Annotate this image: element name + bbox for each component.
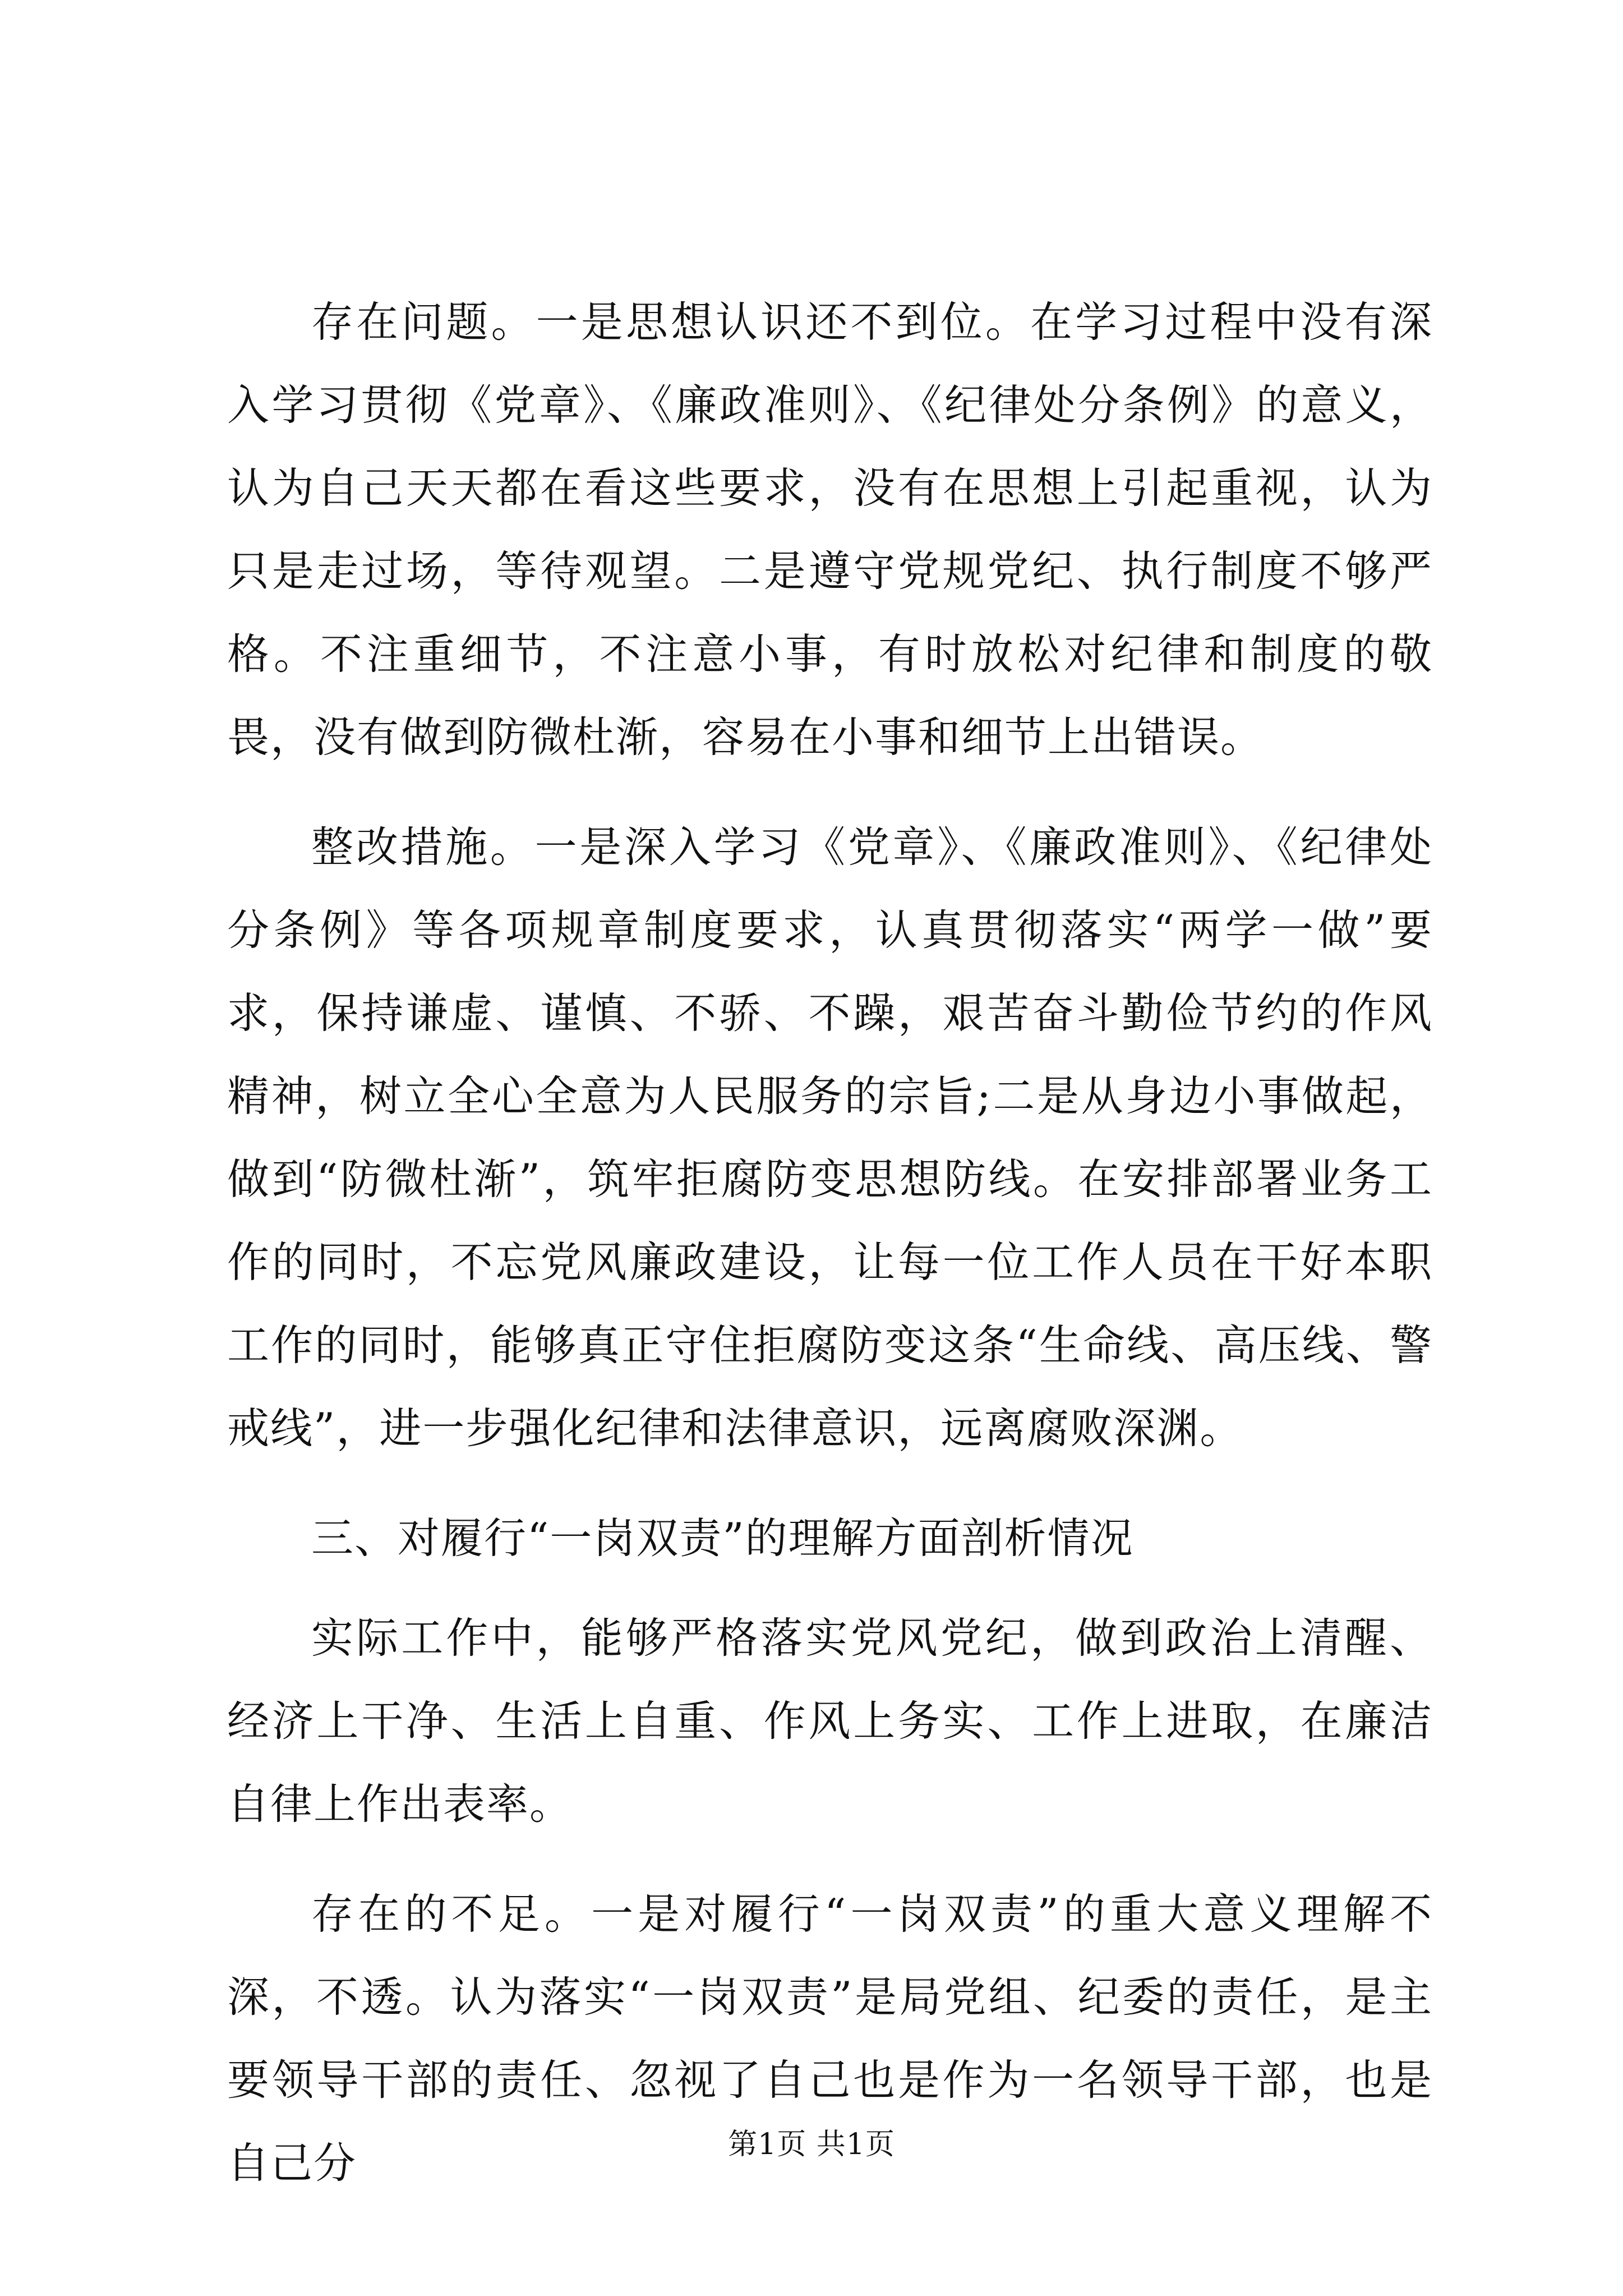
paragraph-practice: 实际工作中，能够严格落实党风党纪，做到政治上清醒、经济上干净、生活上自重、作风上务实、工作上进取，在廉洁自律上作出表率。 <box>227 1613 1433 1829</box>
document-body <box>227 280 1433 2231</box>
page-footer: 第1页 共1页 <box>728 2128 895 2161</box>
paragraph-problems: 存在问题。一是思想认识还不到位。在学习过程中没有深入学习贯彻《党章》、《廉政准则》、《纪律处分条例》的意义，认为自己天天都在看这些要求，没有在思想上引起重视，认为只是走过场，等待观望。二是遵守党规党纪、执行制度不够严格。不注重细节，不注意小事，有时放松对纪律和制度的敬畏，没有做到防微杜渐，容易在小事和细节上出错误。 <box>227 297 1433 762</box>
section-heading: 三、对履行“一岗双责”的理解方面剖析情况 <box>311 1513 1134 1563</box>
paragraph-shortcomings: 存在的不足。一是对履行“一岗双责”的重大意义理解不深，不透。认为落实“一岗双责”是局党组、纪委的责任，是主要领导干部的责任、忽视了自己也是作为一名领导干部，也是自己分 <box>227 1889 1433 2188</box>
paragraph-measures: 整改措施。一是深入学习《党章》、《廉政准则》、《纪律处分条例》等各项规章制度要求，认真贯彻落实“两学一做”要求，保持谦虚、谨慎、不骄、不躁，艰苦奋斗勤俭节约的作风精神，树立全心全意为人民服务的宗旨;二是从身边小事做起，做到“防微杜渐”，筑牢拒腐防变思想防线。在安排部署业务工作的同时，不忘党风廉政建设，让每一位工作人员在干好本职工作的同时，能够真正守住拒腐防变这条“生命线、高压线、警戒线”，进一步强化纪律和法律意识，远离腐败深渊。 <box>227 822 1433 1453</box>
